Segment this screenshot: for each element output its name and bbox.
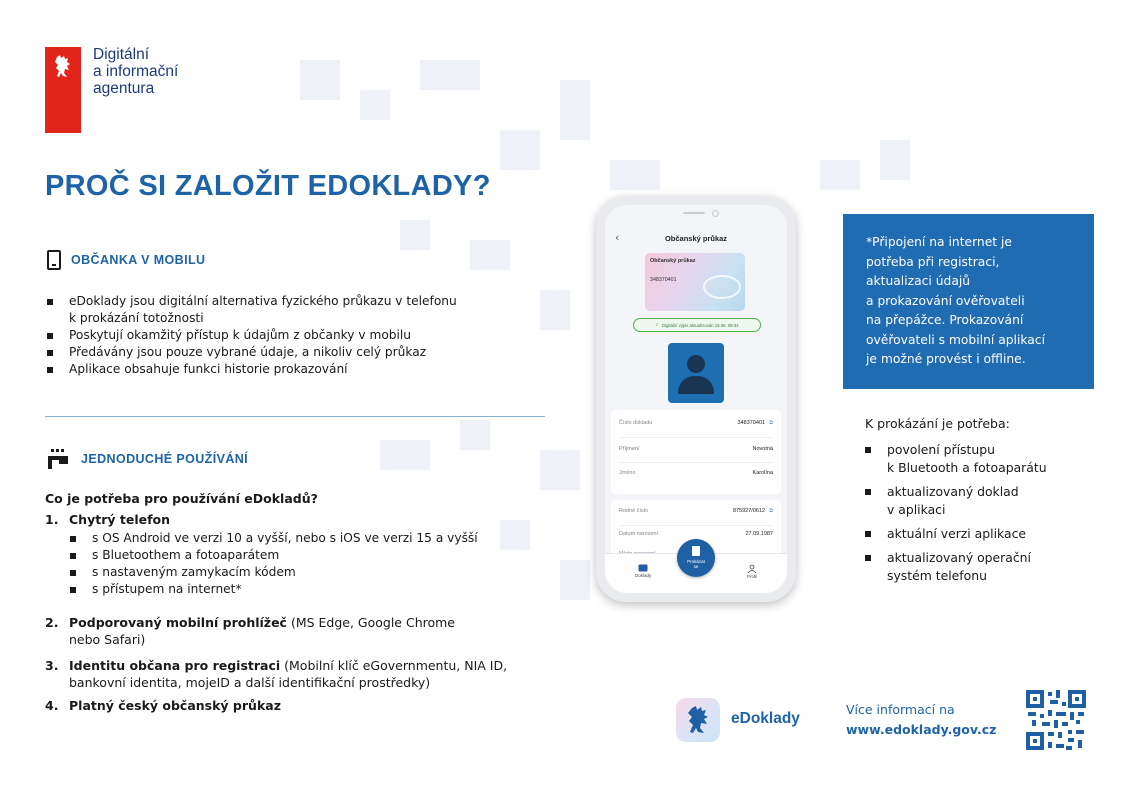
website-link[interactable]: www.edoklady.gov.cz <box>846 722 997 737</box>
agency-logo <box>45 47 81 133</box>
id-card-title: Občanský průkaz <box>650 258 696 264</box>
app-name: eDoklady <box>731 710 800 727</box>
list-item: aktuální verzi aplikace <box>865 525 1047 543</box>
camera <box>712 210 719 217</box>
list-item: Aplikace obsahuje funkci historie prokazování <box>47 361 457 378</box>
list-item: aktualizovaný doklad v aplikaci <box>865 483 1047 519</box>
id-icon <box>692 546 700 556</box>
phone-screen <box>605 205 787 593</box>
id-card-image <box>645 253 745 311</box>
back-icon[interactable]: ‹ <box>615 231 620 244</box>
prove-identity-button[interactable]: Prokázat se <box>677 539 715 577</box>
list-item: s Bluetoothem a fotoaparátem <box>70 547 478 564</box>
list-item: aktualizovaný operační systém telefonu <box>865 549 1047 585</box>
tab-documents[interactable]: Doklady <box>635 564 651 578</box>
phone-requirements-list <box>70 530 478 598</box>
screen-title: Občanský průkaz <box>664 234 728 243</box>
list-item: povolení přístupu k Bluetooth a fotoaparátu <box>865 441 1047 477</box>
speaker <box>683 212 705 214</box>
section-mobile-id-header <box>47 250 205 270</box>
mobile-id-list <box>47 293 457 378</box>
list-item: Poskytují okamžitý přístup k údajům z občanky v mobilu <box>47 327 457 344</box>
numbered-item-1: 1. Chytrý telefon <box>45 512 171 527</box>
update-status-badge: ✓ Digitální výpis aktualizován 15.08. 08:34 <box>633 318 761 332</box>
numbered-item-4: 4. Platný český občanský průkaz <box>45 698 281 713</box>
birth-data-panel: Rodné číslo 875927/0612 ⧉ Datum narození 27.09.1987 <box>611 500 781 560</box>
avatar <box>668 343 724 403</box>
section-easy-use-header <box>47 448 248 470</box>
phone-icon <box>47 250 61 270</box>
page-title: PROČ SI ZALOŽIT EDOKLADY? <box>45 170 491 202</box>
list-item: s OS Android ve verzi 10 a vyšší, nebo s iOS ve verzi 15 a vyšší <box>70 530 478 547</box>
check-icon: ✓ <box>655 322 659 327</box>
tab-profile[interactable]: Profil <box>747 564 757 579</box>
requirements-list <box>865 441 1047 585</box>
list-item: s přístupem na internet* <box>70 581 478 598</box>
agency-name: Digitální a informační agentura <box>93 46 179 97</box>
lion-emblem-icon <box>676 698 720 742</box>
qr-code-icon[interactable] <box>1026 690 1086 750</box>
numbered-item-2: 2. Podporovaný mobilní prohlížeč (MS Edge, Google Chrome nebo Safari) <box>45 615 455 647</box>
section-title: OBČANKA V MOBILU <box>71 253 206 267</box>
list-item: eDoklady jsou digitální alternativa fyzického průkazu v telefonu k prokázání totožnosti <box>47 293 457 327</box>
requirements-question: Co je potřeba pro používání eDokladů? <box>45 491 318 506</box>
copy-icon[interactable]: ⧉ <box>769 508 773 514</box>
section-divider <box>45 416 545 417</box>
section-title: JEDNODUCHÉ POUŽÍVÁNÍ <box>81 452 249 466</box>
copy-icon[interactable]: ⧉ <box>769 420 773 426</box>
list-item: Předávány jsou pouze vybrané údaje, a nikoliv celý průkaz <box>47 344 457 361</box>
hologram-icon <box>703 275 741 299</box>
documents-icon <box>638 564 648 572</box>
lion-emblem-icon <box>49 53 77 81</box>
numbered-item-3: 3. Identitu občana pro registraci (Mobilní klíč eGovernmentu, NIA ID, bankovní identita, mojeID a další identifikační prostředky) <box>45 658 508 690</box>
requirements-title: K prokázání je potřeba: <box>865 416 1010 431</box>
edoklady-app-icon <box>676 698 720 742</box>
id-card-number: 348370401 <box>650 277 677 283</box>
list-item: s nastaveným zamykacím kódem <box>70 564 478 581</box>
internet-info-box <box>843 214 1094 389</box>
info-box-text: *Připojení na internet je potřeba při registraci, aktualizaci údajů a prokazování ověřovateli na přepážce. Prokazování ověřovateli s mobilní aplikací je možné provést i offline. <box>866 235 1045 366</box>
phone-mockup <box>596 196 796 602</box>
more-info-label: Více informací na <box>846 702 955 717</box>
profile-icon <box>747 564 757 573</box>
personal-data-panel: Číslo dokladu 348370401 ⧉ Příjmení Novotná Jméno Karolína <box>611 410 781 494</box>
easy-use-icon <box>47 448 71 470</box>
